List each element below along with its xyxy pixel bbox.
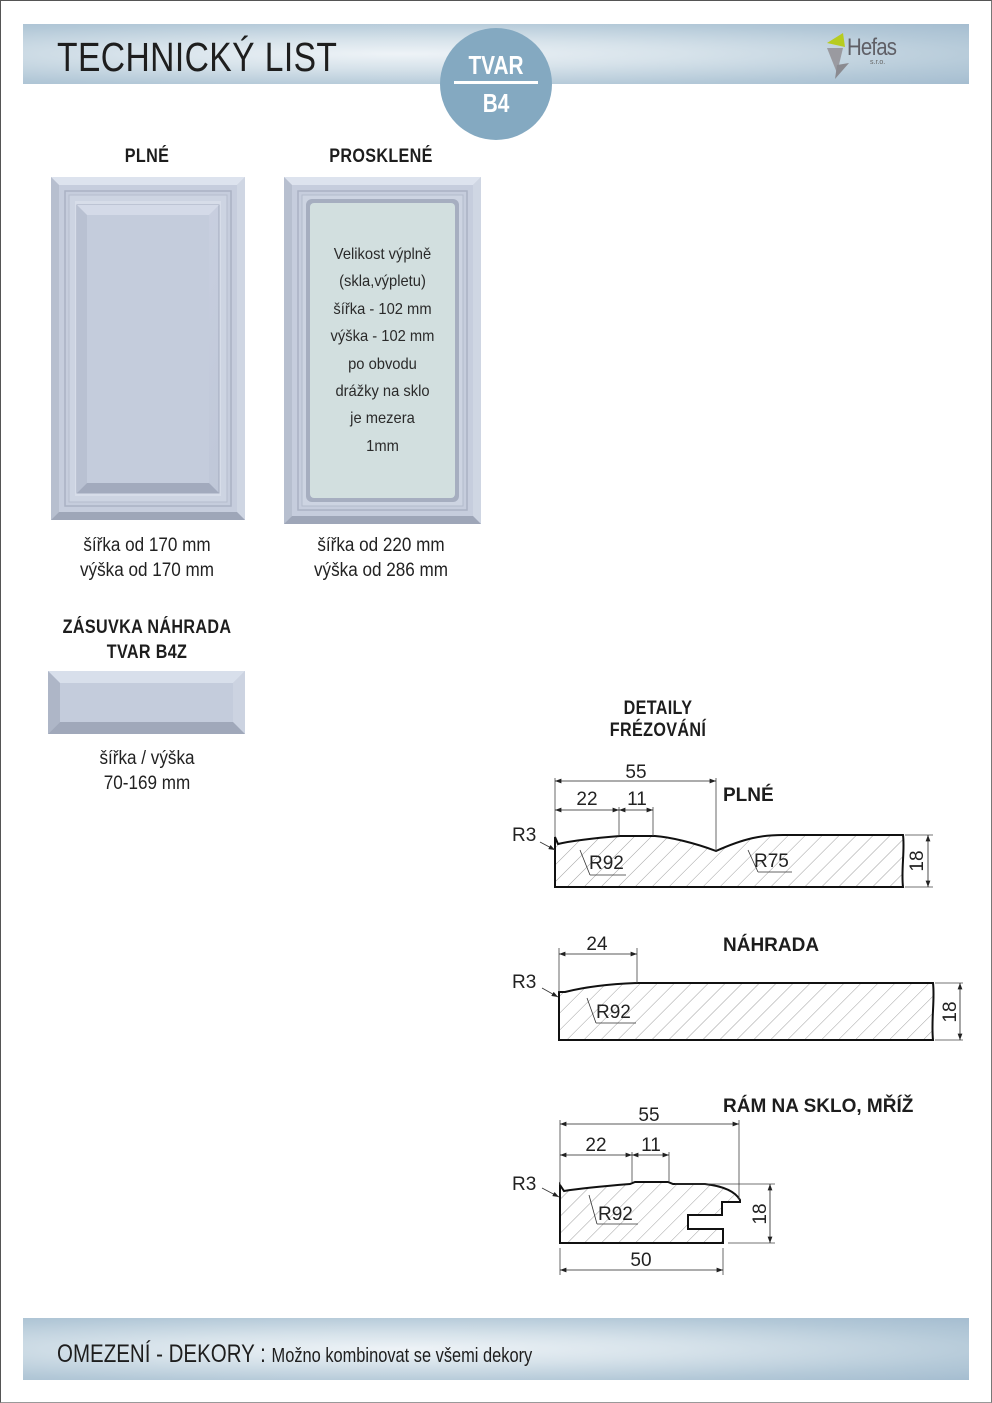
profile-label: PLNÉ [723,785,774,806]
heading-prosklene: PROSKLENÉ [329,146,433,167]
caption-plne [49,533,245,583]
caption-drawer [49,746,245,796]
profile-section [560,1182,740,1243]
heading-drawer-line: ZÁSUVKA NÁHRADA [62,617,232,638]
solid-door-illustration [51,177,245,520]
restrictions-value: Možno kombinovat se všemi dekory [271,1345,533,1367]
caption-range: 70-169 mm [103,773,191,794]
caption-height: výška od 286 mm [313,560,449,581]
profile-nahrada [512,934,963,1040]
profile-frame [512,1095,914,1275]
restrictions-label: OMEZENÍ - DEKORY : [57,1340,266,1368]
dim-overall: 55 [638,1105,660,1126]
shape-badge [440,28,552,140]
company-logo [823,31,913,81]
radius-label: R92 [589,853,624,874]
heading-drawer-line: TVAR B4Z [106,642,188,663]
logo-text: Hefas [847,34,897,61]
profile-label: RÁM NA SKLO, MŘÍŽ [723,1096,914,1117]
glass-note-line: Velikost výplně [333,246,432,263]
footer-banner [23,1318,969,1380]
radius-label: R3 [512,972,537,993]
glass-note-line: výška - 102 mm [330,328,435,346]
dim-left: 22 [576,789,598,810]
badge-label: TVAR [468,50,524,80]
glass-note-line: je mezera [350,410,415,428]
radius-label: R3 [512,1174,537,1195]
glass-note-line: (skla,výpletu) [339,273,426,291]
dim-thickness: 18 [907,850,928,872]
page-title: TECHNICKÝ LIST [57,34,338,80]
caption-label: šířka / výška [99,748,195,769]
logo-subtext: s.r.o. [870,59,886,66]
dim-mid: 11 [627,789,647,810]
radius-label: R92 [598,1204,633,1225]
heading-drawer [51,615,243,665]
profile-label: NÁHRADA [723,935,820,956]
dim-left: 24 [586,934,608,955]
dim-bottom: 50 [630,1250,652,1271]
milling-title: DETAILY FRÉZOVÁNÍ [609,698,707,741]
dim-left: 22 [585,1135,607,1156]
caption-height: výška od 170 mm [79,560,215,581]
profile-plne [512,762,933,887]
glass-note-line: drážky na sklo [335,383,430,401]
caption-width: šířka od 170 mm [83,535,211,556]
glass-note-line: šířka - 102 mm [333,300,432,318]
drawer-front-illustration [48,671,245,734]
glass-note [310,177,455,524]
dim-thickness: 18 [940,1001,961,1023]
milling-drawings [500,750,970,1310]
dim-overall: 55 [625,762,647,783]
radius-label: R75 [754,851,789,872]
glass-note-line: po obvodu [348,355,417,373]
badge-divider [454,81,538,84]
dim-mid: 11 [641,1135,661,1156]
glass-note-line: 1mm [366,437,399,455]
dim-thickness: 18 [750,1203,771,1225]
caption-prosklene [283,533,479,583]
badge-code: B4 [482,88,510,118]
radius-label: R3 [512,825,537,846]
radius-label: R92 [596,1002,631,1023]
heading-plne: PLNÉ [124,146,170,167]
restrictions [57,1340,532,1369]
caption-width: šířka od 220 mm [317,535,445,556]
